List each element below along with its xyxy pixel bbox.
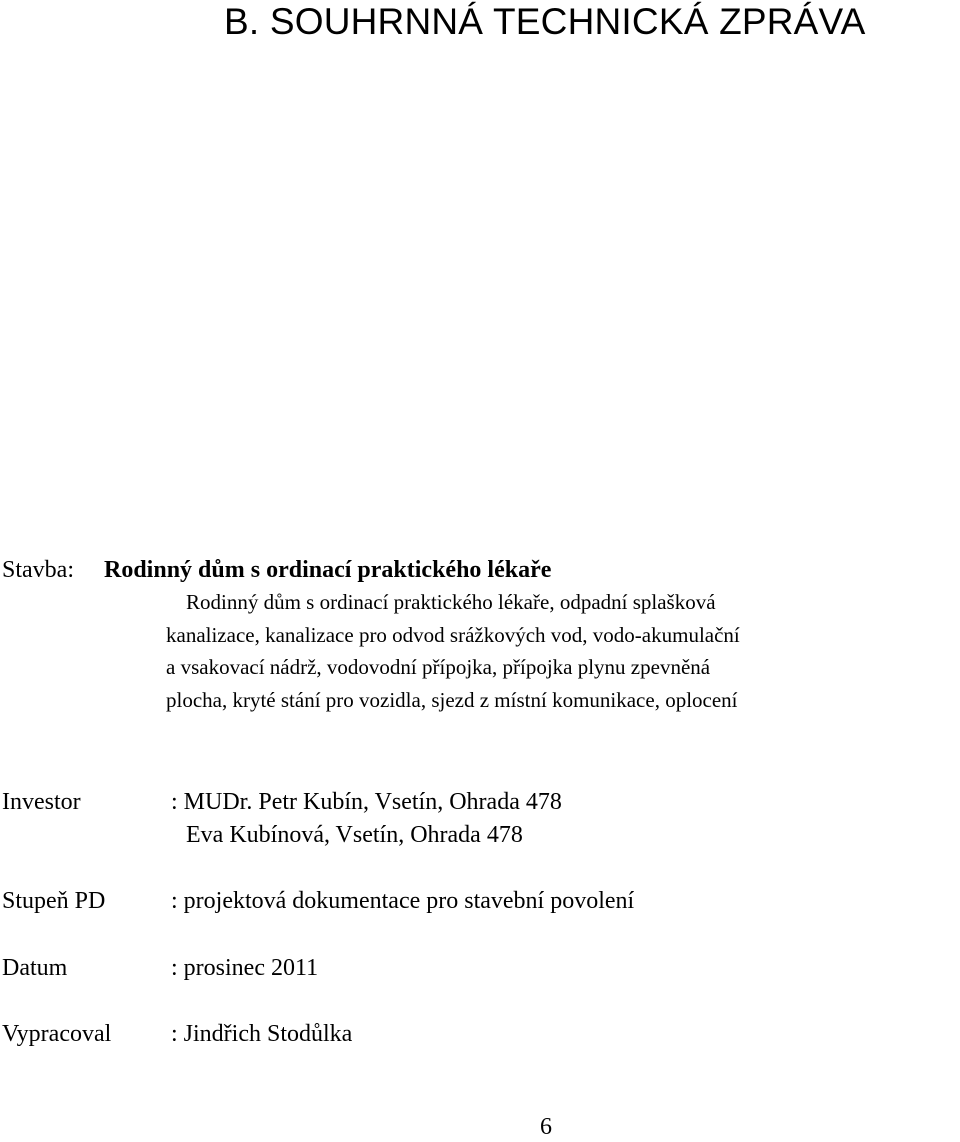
- vypracoval-value: : Jindřich Stodůlka: [171, 1021, 353, 1047]
- stupen-pd-label: Stupeň PD: [2, 888, 106, 914]
- vypracoval-label: Vypracoval: [2, 1021, 112, 1047]
- stavba-description-line: plocha, kryté stání pro vozidla, sjezd z místní komunikace, oplocení: [166, 688, 738, 712]
- stavba-name: Rodinný dům s ordinací praktického lékaře: [104, 557, 552, 583]
- stavba-description-line: a vsakovací nádrž, vodovodní přípojka, přípojka plynu zpevněná: [166, 655, 711, 679]
- investor-label: Investor: [2, 789, 81, 815]
- investor-value-line: Eva Kubínová, Vsetín, Ohrada 478: [186, 822, 523, 848]
- investor-value-line: : MUDr. Petr Kubín, Vsetín, Ohrada 478: [171, 789, 562, 815]
- datum-value: : prosinec 2011: [171, 955, 319, 981]
- stavba-description-line: kanalizace, kanalizace pro odvod srážkových vod, vodo-akumulační: [166, 623, 740, 647]
- page-number: 6: [540, 1114, 552, 1140]
- datum-label: Datum: [2, 955, 68, 981]
- stupen-pd-value: : projektová dokumentace pro stavební povolení: [171, 888, 635, 914]
- document-title: B. SOUHRNNÁ TECHNICKÁ ZPRÁVA: [224, 1, 866, 42]
- stavba-label: Stavba:: [2, 557, 74, 583]
- stavba-description-line: Rodinný dům s ordinací praktického lékaře, odpadní splašková: [186, 590, 716, 614]
